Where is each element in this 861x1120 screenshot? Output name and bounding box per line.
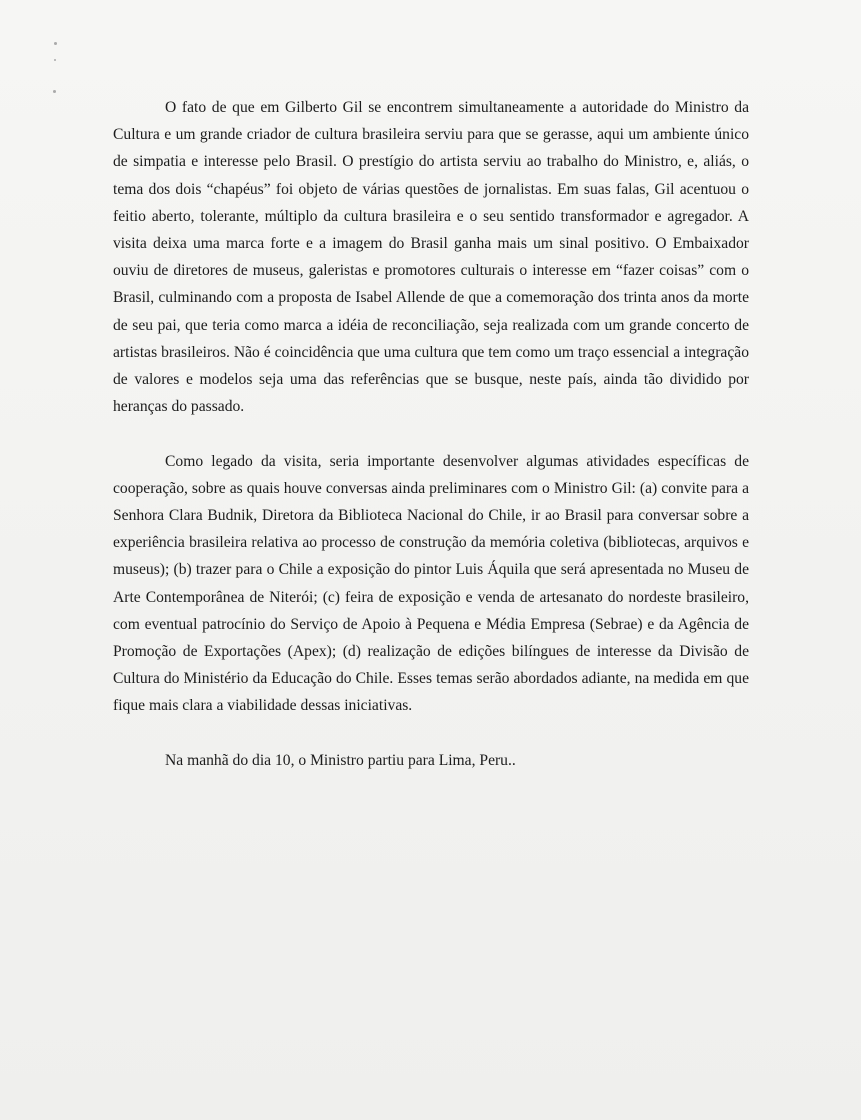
paragraph-visit-impact: O fato de que em Gilberto Gil se encontrem simultaneamente a autoridade do Ministro da Cultura e um grande criador de cultura brasileira serviu para que se gerasse, aqui um ambiente único de simpatia e interesse pelo Brasil. O prestígio do artista serviu ao trabalho do Ministro, e, aliás, o tema dos dois “chapéus” foi objeto de várias questões de jornalistas. Em suas falas, Gil acentuou o feitio aberto, tolerante, múltiplo da cultura brasileira e o seu sentido transformador e agregador. A visita deixa uma marca forte e a imagem do Brasil ganha mais um sinal positivo. O Embaixador ouviu de diretores de museus, galeristas e promotores culturais o interesse em “fazer coisas” com o Brasil, culminando com a proposta de Isabel Allende de que a comemoração dos trinta anos da morte de seu pai, que teria como marca a idéia de reconciliação, seja realizada com um grande concerto de artistas brasileiros. Não é coincidência que uma cultura que tem como um traço essencial a integração de valores e modelos seja uma das referências que se busque, neste país, ainda tão dividido por heranças do passado. — [113, 99, 749, 416]
scan-speck — [53, 90, 56, 93]
document-body — [113, 94, 749, 774]
scan-speck — [54, 42, 57, 45]
scan-speck — [54, 59, 56, 61]
paragraph-cooperation-activities: Como legado da visita, seria importante desenvolver algumas atividades específicas de cooperação, sobre as quais houve conversas ainda preliminares com o Ministro Gil: (a) convite para a Senhora Clara Budnik, Diretora da Biblioteca Nacional do Chile, ir ao Brasil para conversar sobre a experiência brasileira relativa ao processo de construção da memória coletiva (bibliotecas, arquivos e museus); (b) trazer para o Chile a exposição do pintor Luis Áquila que será apresentada no Museu de Arte Contemporânea de Niterói; (c) feira de exposição e venda de artesanato do nordeste brasileiro, com eventual patrocínio do Serviço de Apoio à Pequena e Média Empresa (Sebrae) e da Agência de Promoção de Exportações (Apex); (d) realização de edições bilíngues de interesse da Divisão de Cultura do Ministério da Educação do Chile. Esses temas serão abordados adiante, na medida em que fique mais clara a viabilidade dessas iniciativas. — [113, 452, 749, 715]
paragraph-departure: Na manhã do dia 10, o Ministro partiu para Lima, Peru.. — [165, 751, 516, 769]
